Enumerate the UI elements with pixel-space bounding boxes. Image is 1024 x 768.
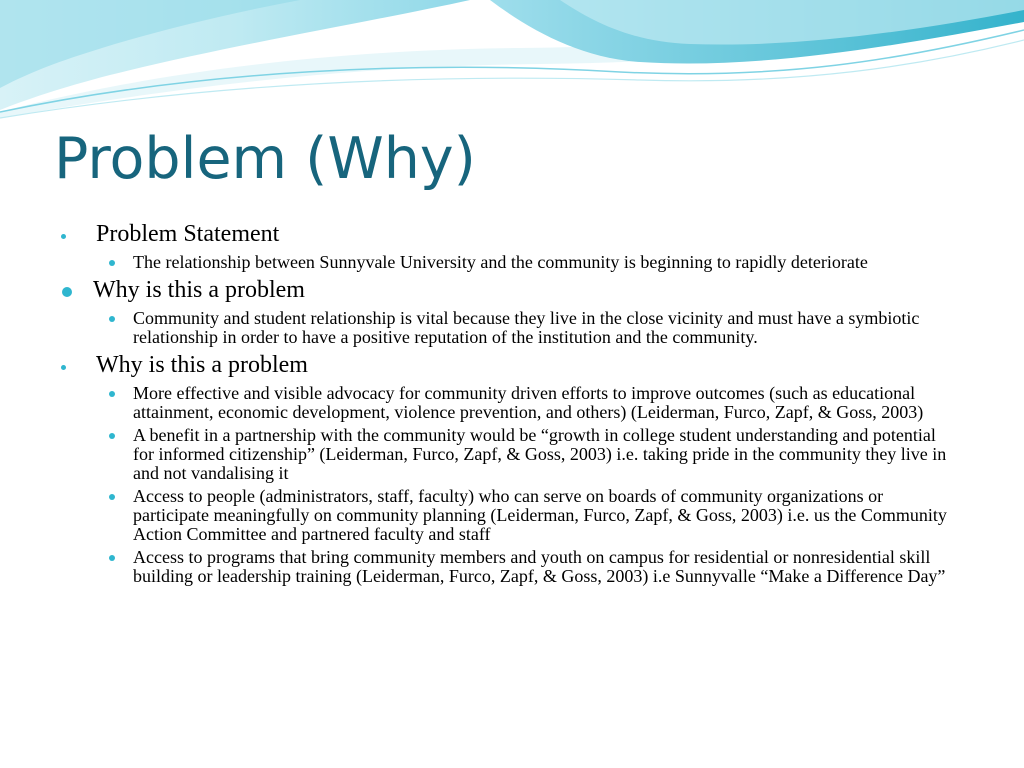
section-problem-statement xyxy=(58,220,958,249)
section-why-problem-1 xyxy=(58,276,958,305)
section-heading: Why is this a problem xyxy=(96,352,308,378)
list-item xyxy=(58,309,958,347)
bullet-dot-icon xyxy=(109,391,115,397)
section-heading: Problem Statement xyxy=(96,221,280,247)
bullet-dot-icon xyxy=(109,433,115,439)
bullet-text: Access to people (administrators, staff, faculty) who can serve on boards of community organizations or participate meaningfully on community planning (Leiderman, Furco, Zapf, & Goss, 2003) i.e. us the Community Action Committee and partnered faculty and staff xyxy=(133,486,947,544)
bullet-dot-icon xyxy=(109,494,115,500)
list-item xyxy=(58,548,958,586)
bullet-text: More effective and visible advocacy for community driven efforts to improve outcomes (such as educational attainment, economic development, violence prevention, and others) (Leiderman, Furco, Zapf, & Goss, 2003) xyxy=(133,383,924,422)
section-heading: Why is this a problem xyxy=(93,277,305,303)
bullet-dot-icon xyxy=(109,316,115,322)
bullet-dot-icon xyxy=(109,260,115,266)
bullet-dot-icon xyxy=(61,365,66,370)
bullet-dot-icon xyxy=(109,555,115,561)
slide-content xyxy=(58,216,958,586)
slide-title: Problem (Why) xyxy=(54,126,476,192)
list-item xyxy=(58,384,958,422)
section-why-problem-2 xyxy=(58,351,958,380)
header-wave-decoration xyxy=(0,0,1024,130)
bullet-text: Community and student relationship is vital because they live in the close vicinity and must have a symbiotic relationship in order to have a positive reputation of the institution and the community. xyxy=(133,308,920,347)
list-item xyxy=(58,426,958,483)
list-item xyxy=(58,253,958,272)
list-item xyxy=(58,487,958,544)
bullet-text: The relationship between Sunnyvale University and the community is beginning to rapidly deteriorate xyxy=(133,252,868,272)
bullet-dot-icon xyxy=(61,234,66,239)
bullet-text: A benefit in a partnership with the community would be “growth in college student understanding and potential for informed citizenship” (Leiderman, Furco, Zapf, & Goss, 2003) i.e. taking pride in the community they live in and not vandalising it xyxy=(133,425,947,483)
bullet-dot-icon xyxy=(62,287,72,297)
bullet-text: Access to programs that bring community members and youth on campus for residential or nonresidential skill building or leadership training (Leiderman, Furco, Zapf, & Goss, 2003) i.e Sunnyvalle “Make a Difference Day” xyxy=(133,547,946,586)
